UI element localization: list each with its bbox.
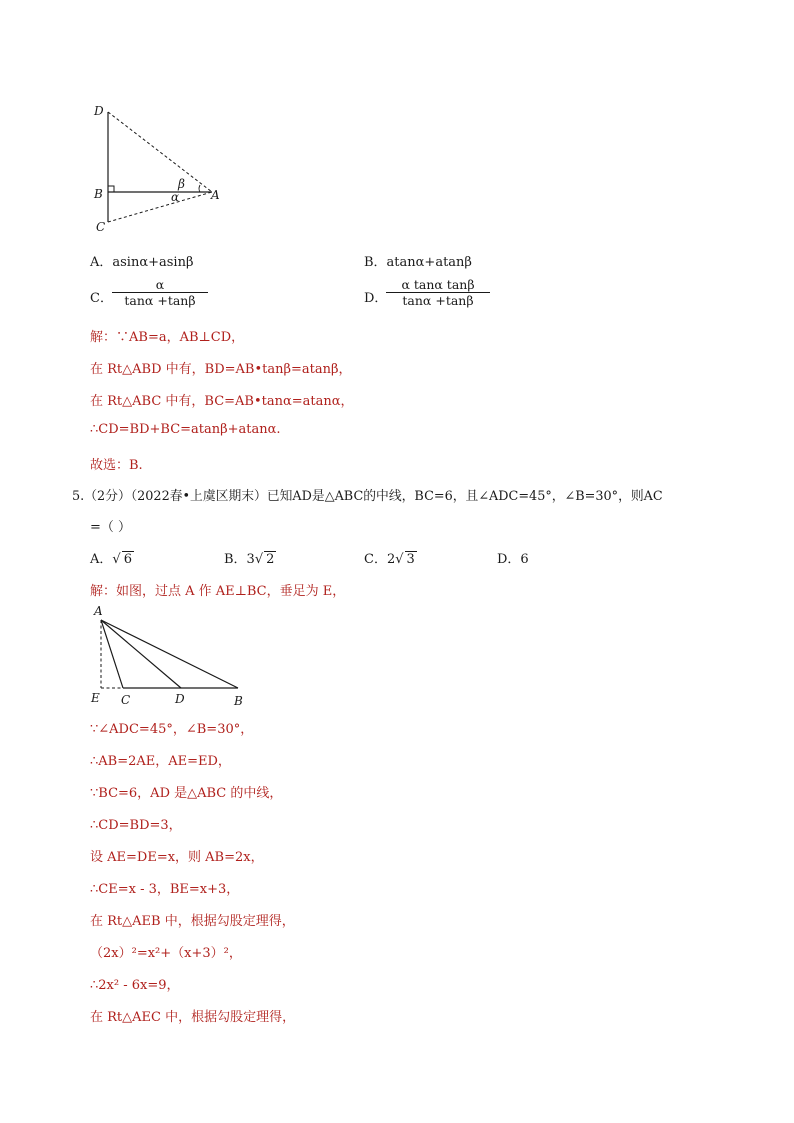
- q5-solution-line: ∴AB=2AE，AE=ED，: [90, 754, 231, 769]
- sqrt-symbol: √ 3: [395, 552, 415, 567]
- label-d: D: [94, 104, 104, 118]
- q5-option-c: [364, 548, 417, 567]
- q4-option-c-numerator: α: [155, 277, 165, 292]
- label-d: D: [175, 692, 185, 706]
- q5-option-d: D．6: [497, 552, 529, 567]
- q5-option-a-label: A．: [90, 552, 113, 567]
- q5-solution-line: ∴CE=x - 3，BE=x+3，: [90, 882, 240, 897]
- q4-option-c-label: C．: [90, 291, 113, 306]
- label-c: C: [96, 220, 106, 234]
- q5-solution-line: ∵∠ADC=45°，∠B=30°，: [90, 722, 254, 737]
- q5-solution-line: 设 AE=DE=x，则 AB=2x，: [90, 850, 264, 865]
- q5-solution-line: ∴CD=BD=3，: [90, 818, 182, 833]
- q5-solution-line: 在 Rt△AEB 中，根据勾股定理得，: [90, 914, 295, 929]
- q4-option-d-label: D．: [364, 291, 388, 306]
- sqrt-symbol: √ 6: [112, 552, 132, 567]
- label-beta: β: [178, 177, 185, 191]
- q5-solution-line: 在 Rt△AEC 中，根据勾股定理得，: [90, 1010, 296, 1025]
- q4-solution-line: 解：∵AB=a，AB⊥CD，: [90, 330, 245, 345]
- q4-solution-line: 故选：B.: [90, 458, 143, 473]
- q4-option-d-fraction: [386, 277, 490, 308]
- label-alpha: α: [171, 190, 180, 204]
- q4-option-b: B．atanα+atanβ: [364, 255, 472, 270]
- q5-option-b: [224, 548, 276, 567]
- label-a: A: [94, 604, 103, 618]
- q4-option-d-denominator: tanα +tanβ: [402, 293, 474, 308]
- sqrt-symbol: √ 2: [254, 552, 275, 567]
- q5-solution-line: （2x）²=x²+（x+3）²，: [90, 946, 242, 961]
- q4-solution-line: ∴CD=BD+BC=atanβ+atanα.: [90, 422, 281, 437]
- label-a: A: [211, 188, 220, 202]
- label-b: B: [234, 694, 243, 708]
- q5-solution-line: ∵BC=6，AD 是△ABC 的中线，: [90, 786, 283, 801]
- q4-option-c-fraction: [112, 277, 208, 308]
- figure-1-triangle-diagram: [88, 100, 228, 235]
- q4-solution-line: 在 Rt△ABC 中有，BC=AB•tanα=atanα，: [90, 394, 354, 409]
- q5-option-c-radicand: 3: [406, 552, 415, 567]
- q4-option-d-numerator: α tanα tanβ: [401, 277, 475, 292]
- label-b: B: [94, 187, 103, 201]
- q5-solution-intro: 解：如图，过点 A 作 AE⊥BC，垂足为 E，: [90, 584, 346, 599]
- q5-solution-line: ∴2x² - 6x=9，: [90, 978, 180, 993]
- q5-stem-line-2: =（ ）: [90, 520, 132, 535]
- q5-option-b-label: B．3: [224, 552, 255, 567]
- q5-option-c-label: C．2: [364, 552, 396, 567]
- figure-2-triangle-diagram: [86, 600, 256, 710]
- q5-option-b-radicand: 2: [266, 552, 275, 567]
- q4-option-c-denominator: tanα +tanβ: [124, 293, 196, 308]
- q4-option-a: A．asinα+asinβ: [90, 255, 194, 270]
- q5-option-a-radicand: 6: [123, 552, 132, 567]
- q5-option-a: [90, 548, 134, 567]
- label-e: E: [91, 691, 100, 705]
- q5-stem-line-1: 5.（2分）（2022春•上虞区期末）已知AD是△ABC的中线，BC=6，且∠ADC=45°，∠B=30°，则AC: [72, 489, 663, 504]
- label-c: C: [121, 693, 131, 707]
- q4-solution-line: 在 Rt△ABD 中有，BD=AB•tanβ=atanβ，: [90, 362, 352, 377]
